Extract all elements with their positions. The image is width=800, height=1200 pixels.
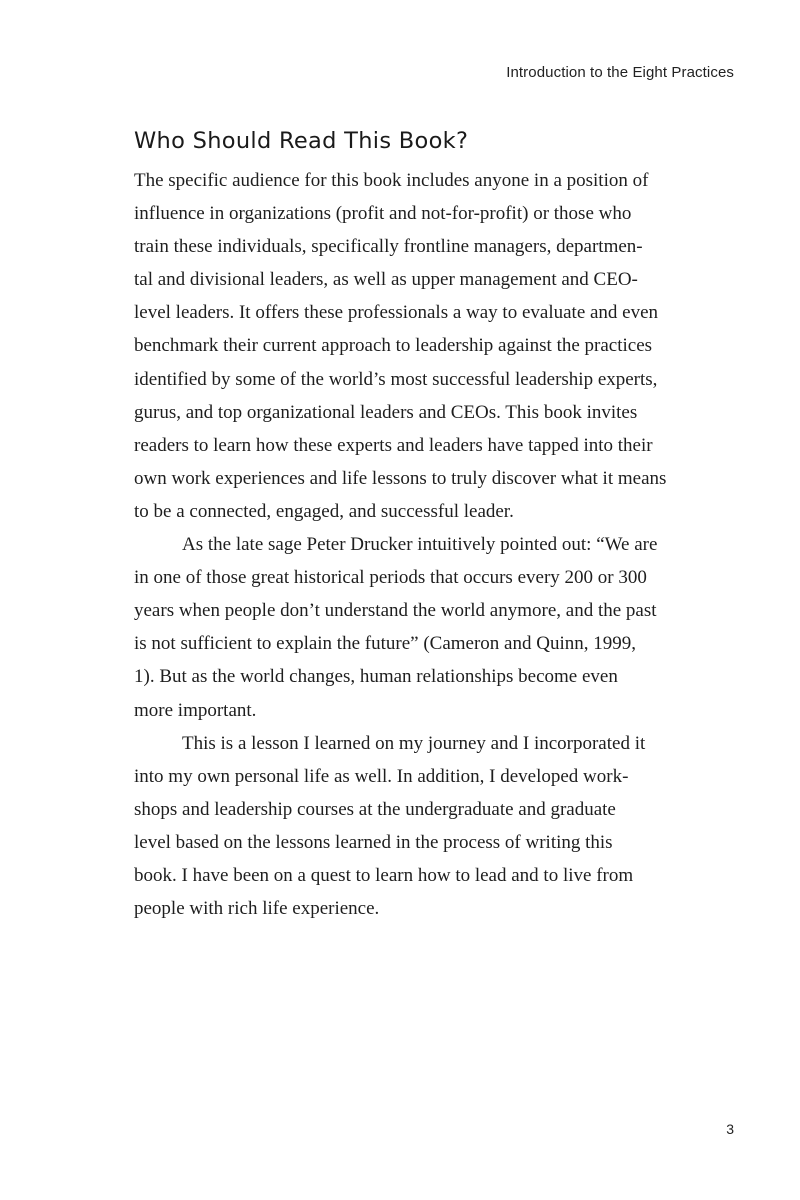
text-line: into my own personal life as well. In addition, I developed work- bbox=[134, 765, 629, 787]
text-line: own work experiences and life lessons to truly discover what it means bbox=[134, 467, 667, 489]
section-title: Who Should Read This Book? bbox=[134, 128, 469, 154]
text-line: This is a lesson I learned on my journey and I incorporated it bbox=[182, 732, 646, 754]
text-line: gurus, and top organizational leaders and CEOs. This book invites bbox=[134, 401, 638, 423]
text-line: influence in organizations (profit and not-for-profit) or those who bbox=[134, 203, 632, 225]
body-text bbox=[134, 164, 724, 925]
text-line: As the late sage Peter Drucker intuitively pointed out: “We are bbox=[182, 534, 658, 556]
running-header: Introduction to the Eight Practices bbox=[506, 64, 734, 81]
text-line: people with rich life experience. bbox=[134, 898, 380, 920]
text-line: more important. bbox=[134, 699, 257, 721]
text-line: level leaders. It offers these professionals a way to evaluate and even bbox=[134, 302, 659, 324]
text-line: years when people don’t understand the world anymore, and the past bbox=[134, 600, 657, 622]
text-line: readers to learn how these experts and leaders have tapped into their bbox=[134, 434, 653, 456]
paragraph-2 bbox=[134, 528, 724, 727]
text-line: book. I have been on a quest to learn how to lead and to live from bbox=[134, 864, 634, 886]
text-line: in one of those great historical periods that occurs every 200 or 300 bbox=[134, 567, 647, 589]
text-line: benchmark their current approach to leadership against the practices bbox=[134, 335, 653, 357]
text-line: shops and leadership courses at the undergraduate and graduate bbox=[134, 798, 616, 820]
text-line: level based on the lessons learned in the process of writing this bbox=[134, 831, 613, 853]
text-line: is not sufficient to explain the future” (Cameron and Quinn, 1999, bbox=[134, 633, 636, 655]
paragraph-3 bbox=[134, 727, 724, 926]
text-line: tal and divisional leaders, as well as upper management and CEO- bbox=[134, 269, 638, 291]
paragraph-1 bbox=[134, 164, 724, 528]
text-line: identified by some of the world’s most successful leadership experts, bbox=[134, 368, 658, 390]
text-line: 1). But as the world changes, human relationships become even bbox=[134, 666, 618, 688]
text-line: to be a connected, engaged, and successful leader. bbox=[134, 500, 514, 522]
page-number: 3 bbox=[726, 1121, 734, 1137]
text-line: train these individuals, specifically frontline managers, departmen- bbox=[134, 236, 643, 258]
text-line: The specific audience for this book includes anyone in a position of bbox=[134, 170, 649, 191]
